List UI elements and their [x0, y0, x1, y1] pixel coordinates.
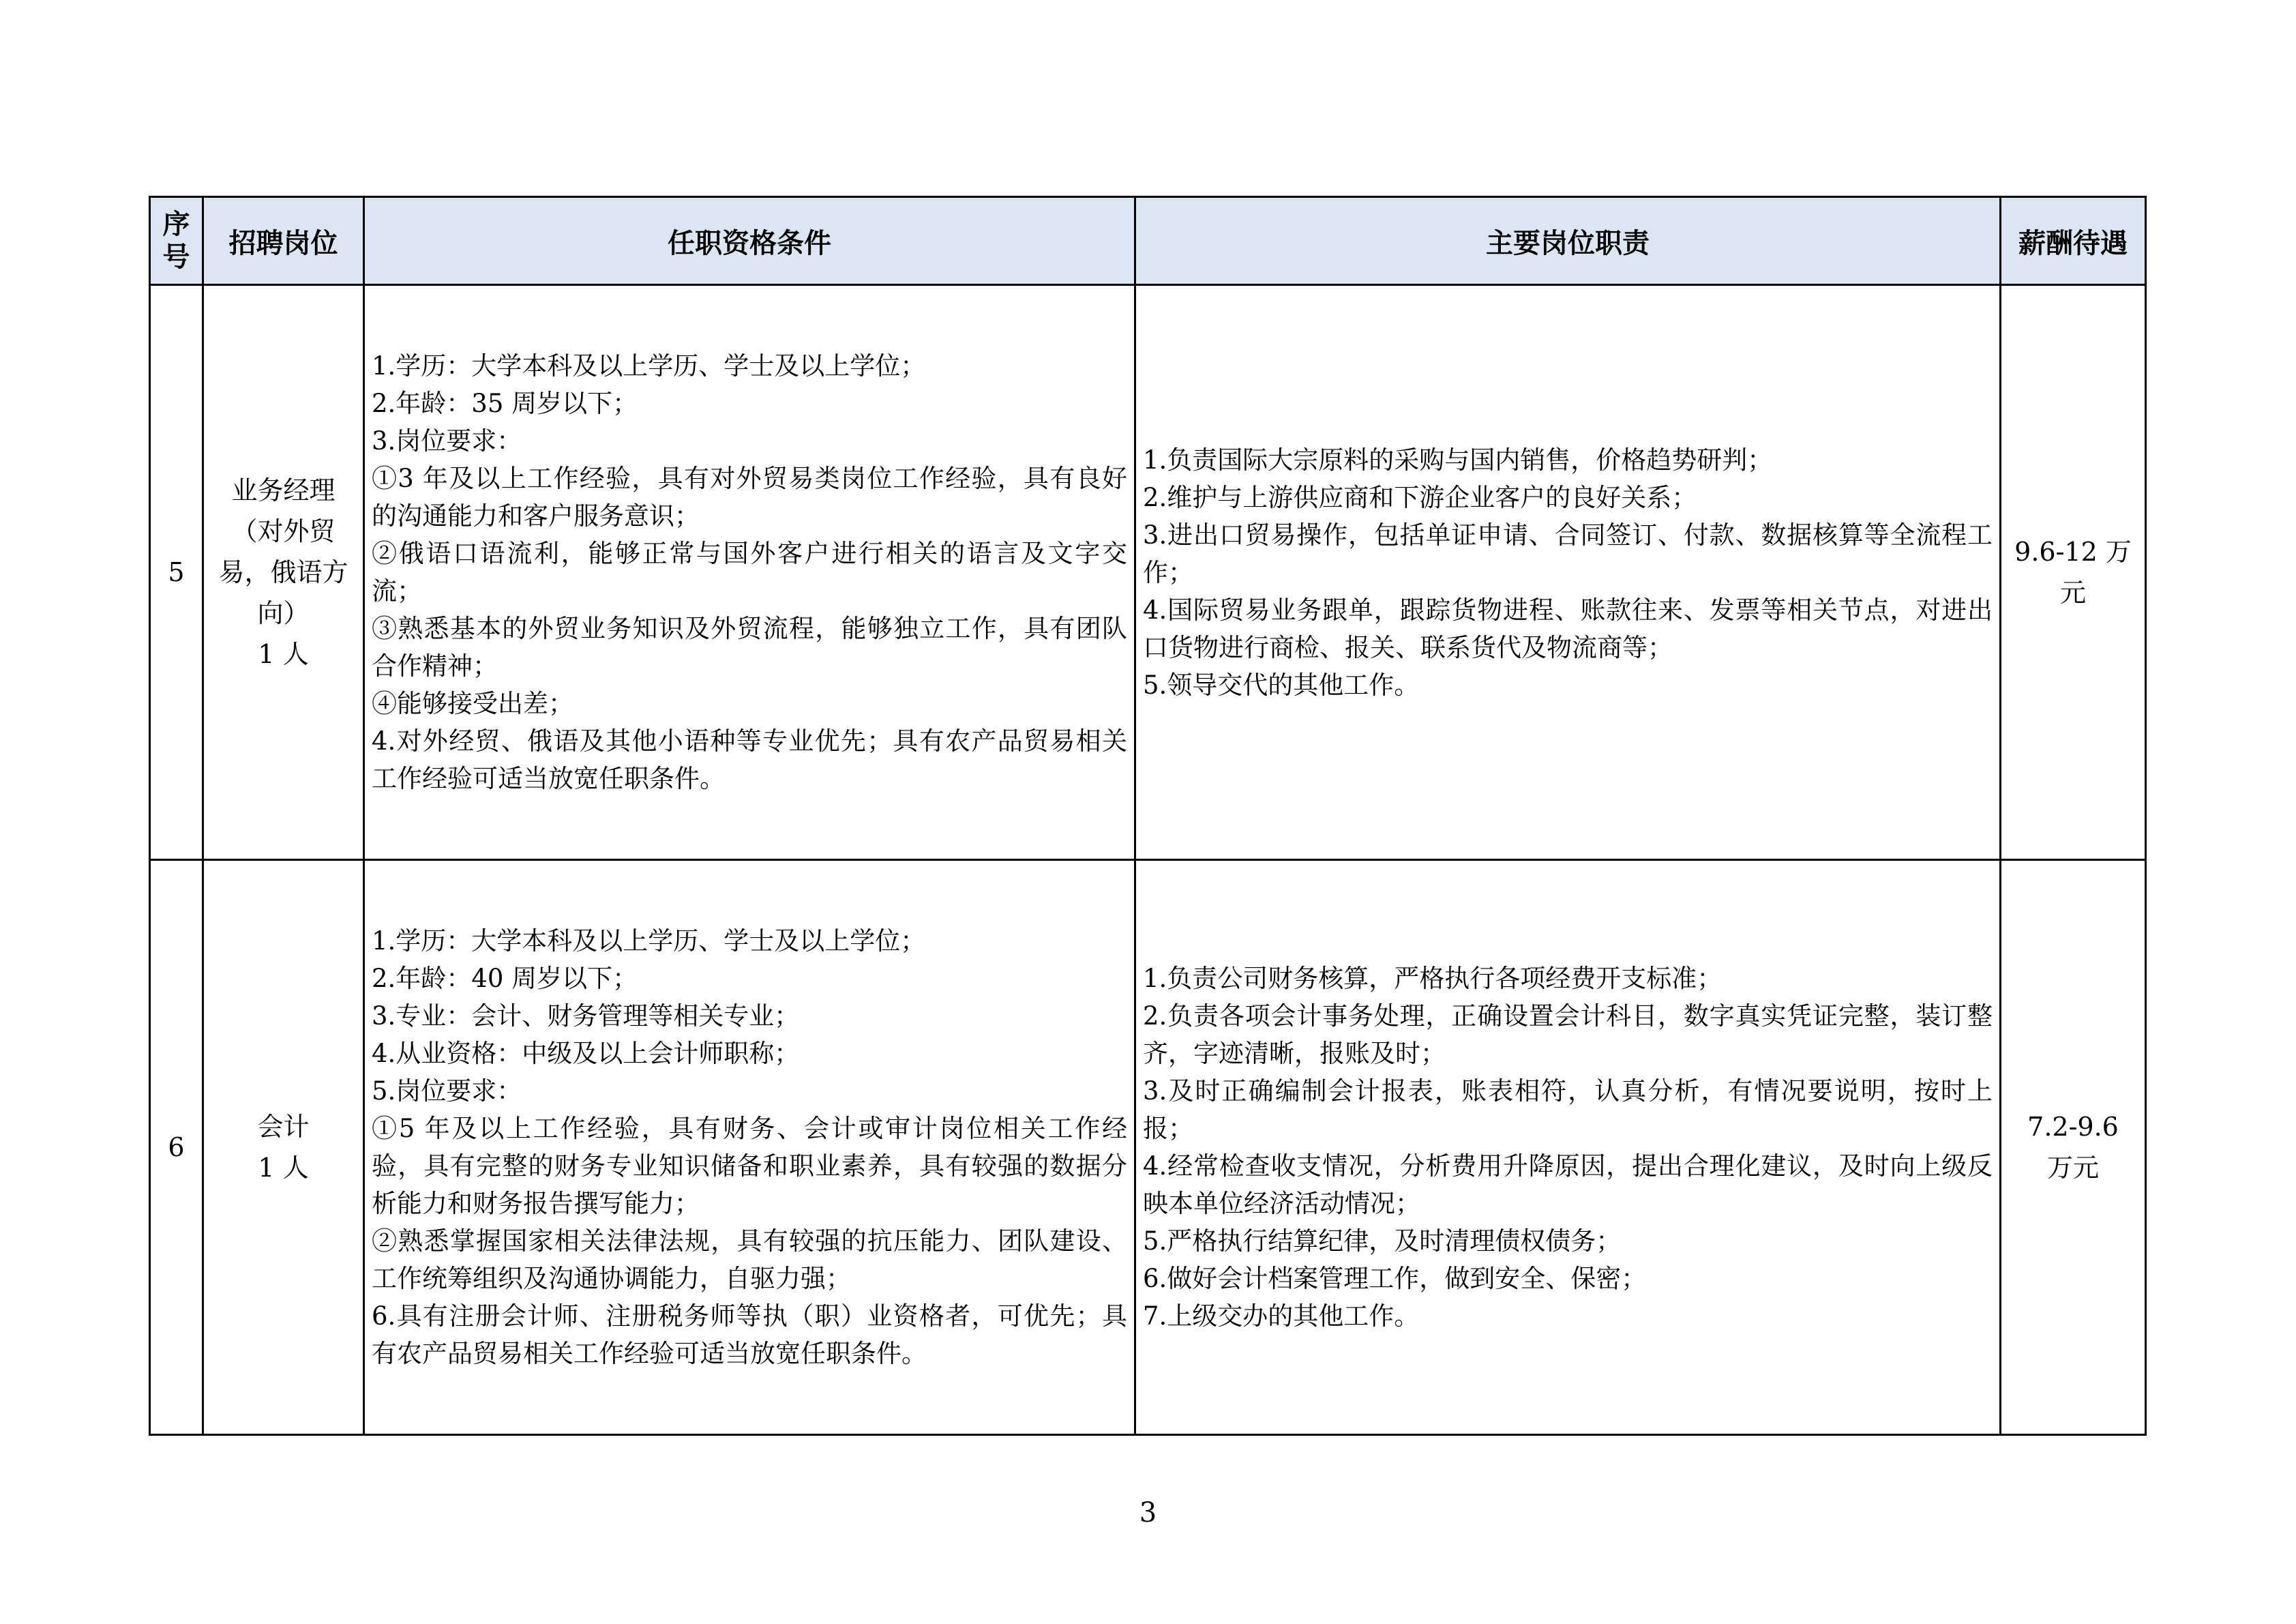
row-index: 5 [150, 285, 203, 860]
header-index-char-2: 号 [162, 241, 190, 273]
duties-cell [1135, 285, 2001, 860]
qualification-item: ④能够接受出差； [372, 689, 573, 718]
page-number: 3 [1139, 1497, 1157, 1529]
position-line: 会计 [257, 1112, 310, 1142]
duty-item: 5.严格执行结算纪律，及时清理债权债务； [1143, 1226, 1622, 1256]
duty-item: 4.国际贸易业务跟单，跟踪货物进程、账款往来、发票等相关节点，对进出口货物进行商检、报关、联系货代及物流商等； [1143, 595, 1993, 662]
qualification-item: 1.学历：大学本科及以上学历、学士及以上学位； [372, 926, 926, 956]
position-line: 向） [257, 598, 310, 628]
duty-item: 6.做好会计档案管理工作，做到安全、保密； [1143, 1264, 1647, 1293]
header-qualifications: 任职资格条件 [364, 197, 1135, 285]
duty-item: 7.上级交办的其他工作。 [1143, 1301, 1420, 1331]
duty-item: 3.进出口贸易操作，包括单证申请、合同签订、付款、数据核算等全流程工作； [1143, 520, 1993, 587]
salary-line: 万元 [2046, 1153, 2099, 1183]
duties-cell [1135, 860, 2001, 1435]
qualification-item: 3.专业：会计、财务管理等相关专业； [372, 1001, 800, 1031]
qualification-item: 6.具有注册会计师、注册税务师等执（职）业资格者，可优先；具有农产品贸易相关工作经验可适当放宽任职条件。 [372, 1301, 1127, 1368]
header-index-char-1: 序 [162, 209, 190, 240]
row-index: 6 [150, 860, 203, 1435]
salary-line: 9.6-12 万 [2014, 537, 2132, 567]
qualification-item: ③熟悉基本的外贸业务知识及外贸流程，能够独立工作，具有团队合作精神； [372, 614, 1127, 681]
qualification-item: 2.年龄：40 周岁以下； [372, 964, 638, 993]
qualifications-cell [364, 285, 1135, 860]
position-line: （对外贸 [231, 516, 336, 546]
position-line: 业务经理 [231, 475, 336, 505]
salary-line: 元 [2059, 578, 2086, 608]
duty-item: 5.领导交代的其他工作。 [1143, 670, 1420, 700]
qualification-item: ②熟悉掌握国家相关法律法规，具有较强的抗压能力、团队建设、工作统筹组织及沟通协调能力，自驱力强； [372, 1226, 1127, 1293]
duty-item: 3.及时正确编制会计报表，账表相符，认真分析，有情况要说明，按时上报； [1143, 1076, 1993, 1143]
header-position: 招聘岗位 [203, 197, 364, 285]
qualification-item: 4.对外经贸、俄语及其他小语种等专业优先；具有农产品贸易相关工作经验可适当放宽任职条件。 [372, 726, 1127, 793]
salary-cell [2001, 860, 2146, 1435]
qualification-item: 3.岗位要求： [372, 426, 522, 456]
header-duties: 主要岗位职责 [1135, 197, 2001, 285]
position-cell [203, 285, 364, 860]
qualification-item: 4.从业资格：中级及以上会计师职称； [372, 1039, 800, 1068]
header-salary: 薪酬待遇 [2001, 197, 2146, 285]
position-line: 1 人 [258, 1153, 309, 1183]
salary-cell [2001, 285, 2146, 860]
header-index [150, 197, 203, 285]
qualification-item: ②俄语口语流利，能够正常与国外客户进行相关的语言及文字交流； [372, 539, 1127, 606]
position-line: 易，俄语方 [218, 557, 348, 587]
duty-item: 4.经常检查收支情况，分析费用升降原因，提出合理化建议，及时向上级反映本单位经济活动情况； [1143, 1151, 1993, 1218]
table-row [150, 285, 2146, 860]
duty-item: 1.负责国际大宗原料的采购与国内销售，价格趋势研判； [1143, 445, 1773, 475]
table-header-row [150, 197, 2146, 285]
position-line: 1 人 [258, 639, 309, 669]
recruitment-table [149, 196, 2147, 1436]
duty-item: 2.负责各项会计事务处理，正确设置会计科目，数字真实凭证完整，装订整齐，字迹清晰，报账及时； [1143, 1001, 1993, 1068]
qualifications-cell [364, 860, 1135, 1435]
salary-line: 7.2-9.6 [2027, 1112, 2119, 1142]
table-row [150, 860, 2146, 1435]
position-cell [203, 860, 364, 1435]
duty-item: 1.负责公司财务核算，严格执行各项经费开支标准； [1143, 964, 1723, 993]
qualification-item: 5.岗位要求： [372, 1076, 522, 1106]
qualification-item: ①3 年及以上工作经验，具有对外贸易类岗位工作经验，具有良好的沟通能力和客户服务意识； [372, 464, 1127, 531]
qualification-item: 2.年龄：35 周岁以下； [372, 389, 638, 418]
duty-item: 2.维护与上游供应商和下游企业客户的良好关系； [1143, 482, 1697, 512]
qualification-item: ①5 年及以上工作经验，具有财务、会计或审计岗位相关工作经验，具有完整的财务专业知识储备和职业素养，具有较强的数据分析能力和财务报告撰写能力； [372, 1114, 1127, 1218]
qualification-item: 1.学历：大学本科及以上学历、学士及以上学位； [372, 351, 926, 381]
